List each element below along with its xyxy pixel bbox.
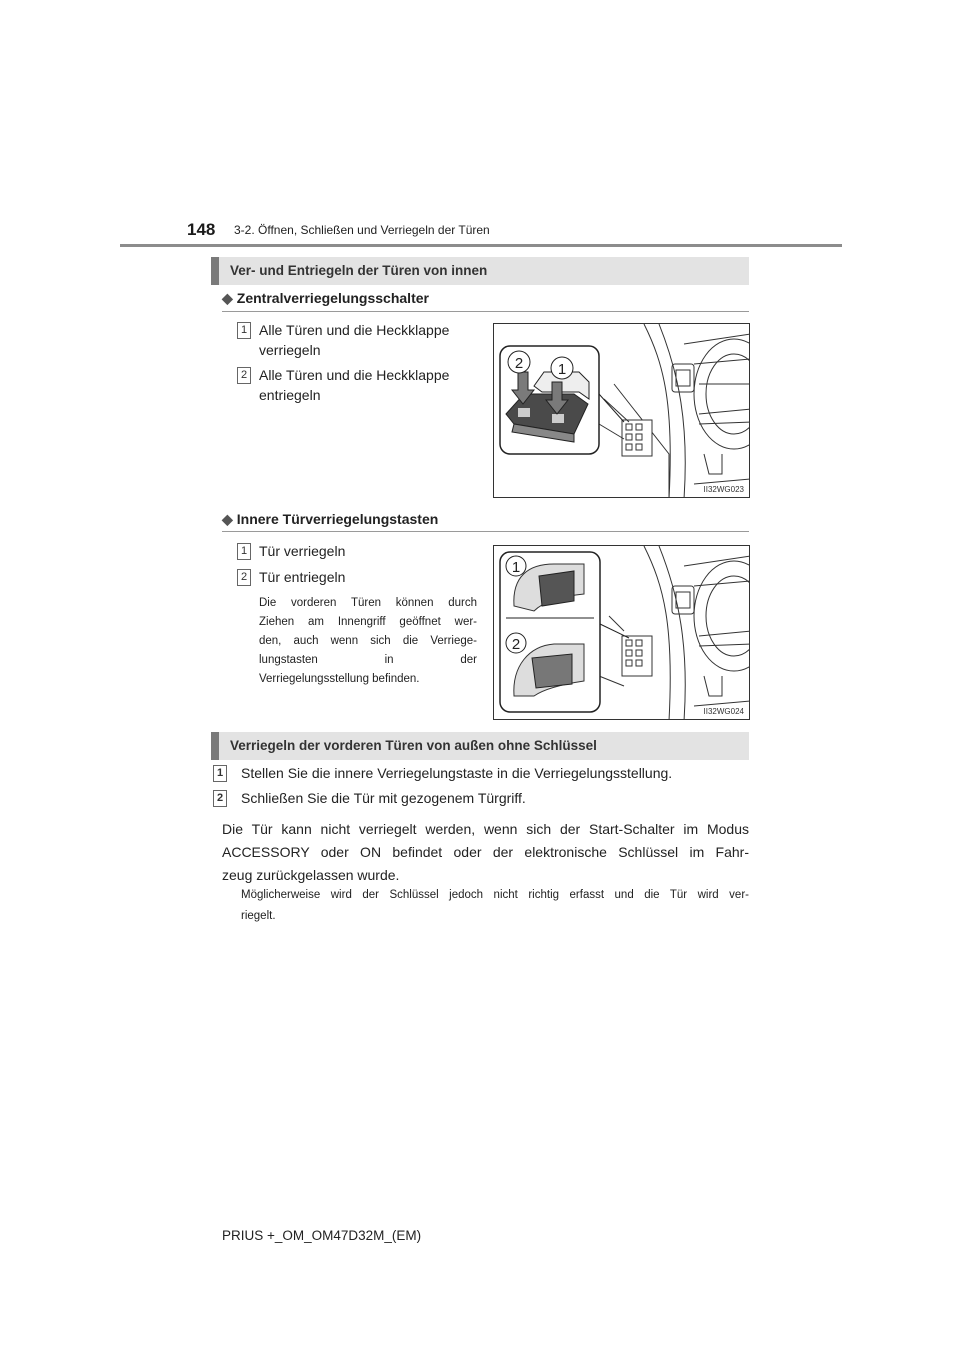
subheading-inner-lock-buttons xyxy=(222,511,438,528)
callout-label: 1 xyxy=(511,559,521,576)
page-number: 148 xyxy=(187,220,216,239)
step-number-badge: 2 xyxy=(213,790,227,807)
note-line: Ziehen am Innengriff geöffnet wer- xyxy=(259,616,477,628)
list-item xyxy=(259,320,477,360)
section-heading-text: Verriegeln der vorderen Türen von außen ohne Schlüssel xyxy=(230,738,597,753)
note-key-detection xyxy=(241,885,749,927)
note-line: lungstasten in der xyxy=(259,654,477,666)
central-lock-illustration xyxy=(494,324,750,498)
note-line: Möglicherweise wird der Schlüssel jedoch nicht richtig erfasst und die Tür wird ver- xyxy=(241,889,749,901)
item-number-badge: 2 xyxy=(237,569,251,586)
figure-code: II32WG023 xyxy=(703,485,744,494)
paragraph-line: ACCESSORY oder ON befindet oder der elektronische Schlüssel im Fahr- xyxy=(222,844,749,860)
list-item-line: Alle Türen und die Heckklappe xyxy=(259,322,450,338)
callout-label: 2 xyxy=(514,355,524,372)
figure-inner-lock-button xyxy=(493,545,750,720)
list-item: Tür verriegeln xyxy=(259,543,346,559)
section-heading-outside-locking xyxy=(211,732,749,760)
callout-label: 1 xyxy=(557,361,567,378)
diamond-bullet-icon: ◆ xyxy=(222,290,233,306)
subheading-central-locking xyxy=(222,290,429,307)
list-item-line: verriegeln xyxy=(259,342,321,358)
diamond-bullet-icon: ◆ xyxy=(222,511,233,527)
paragraph-cannot-lock xyxy=(222,818,749,887)
paragraph-line: zeug zurückgelassen wurde. xyxy=(222,867,400,883)
item-number-badge: 1 xyxy=(237,322,251,339)
header-divider xyxy=(120,244,842,247)
note-inner-handle xyxy=(259,594,477,689)
step-number-badge: 1 xyxy=(213,765,227,782)
note-line: riegelt. xyxy=(241,910,276,922)
subheading-divider xyxy=(222,311,749,312)
callout-label: 2 xyxy=(511,636,521,653)
section-heading-inside-locking xyxy=(211,257,749,285)
subheading-divider xyxy=(222,531,749,532)
step-text: Schließen Sie die Tür mit gezogenem Türgriff. xyxy=(241,790,526,806)
note-line: Die vorderen Türen können durch xyxy=(259,597,477,609)
note-line: den, auch wenn sich die Verriege- xyxy=(259,635,477,647)
item-number-badge: 1 xyxy=(237,543,251,560)
document-id: PRIUS +_OM_OM47D32M_(EM) xyxy=(222,1228,422,1243)
figure-code: II32WG024 xyxy=(703,707,744,716)
list-item-line: entriegeln xyxy=(259,387,321,403)
figure-central-lock-switch xyxy=(493,323,750,498)
inner-lock-illustration xyxy=(494,546,750,720)
section-heading-text: Ver- und Entriegeln der Türen von innen xyxy=(230,263,488,278)
subheading-text: Zentralverriegelungsschalter xyxy=(236,290,429,306)
list-item xyxy=(259,365,477,405)
list-item-line: Alle Türen und die Heckklappe xyxy=(259,367,450,383)
item-number-badge: 2 xyxy=(237,367,251,384)
step-text: Stellen Sie die innere Verriegelungstaste in die Verriegelungsstellung. xyxy=(241,765,673,781)
chapter-title: 3-2. Öffnen, Schließen und Verriegeln der Türen xyxy=(234,223,490,237)
list-item: Tür entriegeln xyxy=(259,569,346,585)
subheading-text: Innere Türverriegelungstasten xyxy=(236,511,439,527)
paragraph-line: Die Tür kann nicht verriegelt werden, wenn sich der Start-Schalter im Modus xyxy=(222,821,749,837)
note-line: Verriegelungsstellung befinden. xyxy=(259,673,420,685)
